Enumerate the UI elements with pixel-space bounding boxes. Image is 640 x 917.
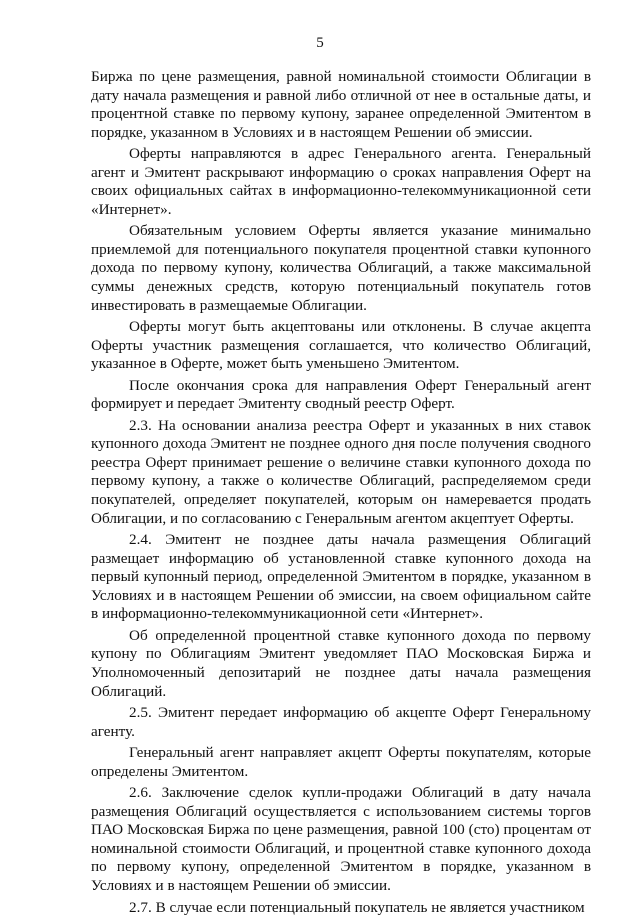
page-number: 5 (316, 35, 324, 51)
paragraph-continuation: Биржа по цене размещения, равной номинальной стоимости Облигации в дату начала размещения и равной либо отличной от нее в остальные даты, и процентной ставке по первому купону, заранее определенной Эмитентом в порядке, указанном в Условиях и в настоящем Решении об эмиссии. (91, 68, 591, 141)
paragraph-2-4: 2.4. Эмитент не позднее даты начала размещения Облигаций размещает информацию об установленной ставке купонного дохода на первый купонный период, определенной Эмитентом в порядке, указанном в Условиях и в настоящем Решении об эмиссии, на своем официальном сайте в информационно-телекоммуникационной сети «Интернет». (91, 531, 591, 623)
paragraph-2-5: 2.5. Эмитент передает информацию об акцепте Оферт Генеральному агенту. (91, 704, 591, 740)
paragraph-offers-address: Оферты направляются в адрес Генерального агента. Генеральный агент и Эмитент раскрывают информацию о сроках направления Оферт на своих официальных сайтах в информационно-телекоммуникационной сети «Интернет». (91, 145, 591, 218)
paragraph-consolidated-register: После окончания срока для направления Оферт Генеральный агент формирует и передает Эмитенту сводный реестр Оферт. (91, 376, 591, 413)
paragraph-offer-condition: Обязательным условием Оферты является указание минимально приемлемой для потенциального покупателя процентной ставки купонного дохода по первому купону, количества Облигаций, а также максимальной суммы денежных средств, которую потенциальный покупатель готов инвестировать в размещаемые Облигации. (91, 222, 591, 314)
paragraph-coupon-notification: Об определенной процентной ставке купонного дохода по первому купону по Облигациям Эмитент уведомляет ПАО Московская Биржа и Уполномоченный депозитарий не позднее даты начала размещения Облигаций. (91, 626, 591, 700)
paragraph-2-3: 2.3. На основании анализа реестра Оферт и указанных в них ставок купонного дохода Эмитент не позднее одного дня после получения сводного реестра Оферт принимает решение о величине ставки купонного дохода по первому купону, а также о количестве Облигаций, распределяемом среди покупателей, определяет покупателей, которым он намеревается продать Облигации, и по согласованию с Генеральным агентом акцептует Оферты. (91, 416, 591, 527)
paragraph-2-6: 2.6. Заключение сделок купли-продажи Облигаций в дату начала размещения Облигаций осуществляется с использованием системы торгов ПАО Московская Биржа по цене размещения, равной 100 (сто) процентам от номинальной стоимости Облигаций, и процентной ставке купонного дохода по первому купону, определенной Эмитентом в порядке, указанном в Условиях и в настоящем Решении об эмиссии. (91, 784, 591, 894)
paragraph-agent-acceptance: Генеральный агент направляет акцепт Оферты покупателям, которые определены Эмитентом. (91, 744, 591, 780)
document-body (91, 68, 591, 917)
paragraph-offer-acceptance: Оферты могут быть акцептованы или отклонены. В случае акцепта Оферты участник размещения соглашается, что количество Облигаций, указанное в Оферте, может быть уменьшено Эмитентом. (91, 318, 591, 373)
paragraph-2-7: 2.7. В случае если потенциальный покупатель не является участником (129, 898, 585, 916)
